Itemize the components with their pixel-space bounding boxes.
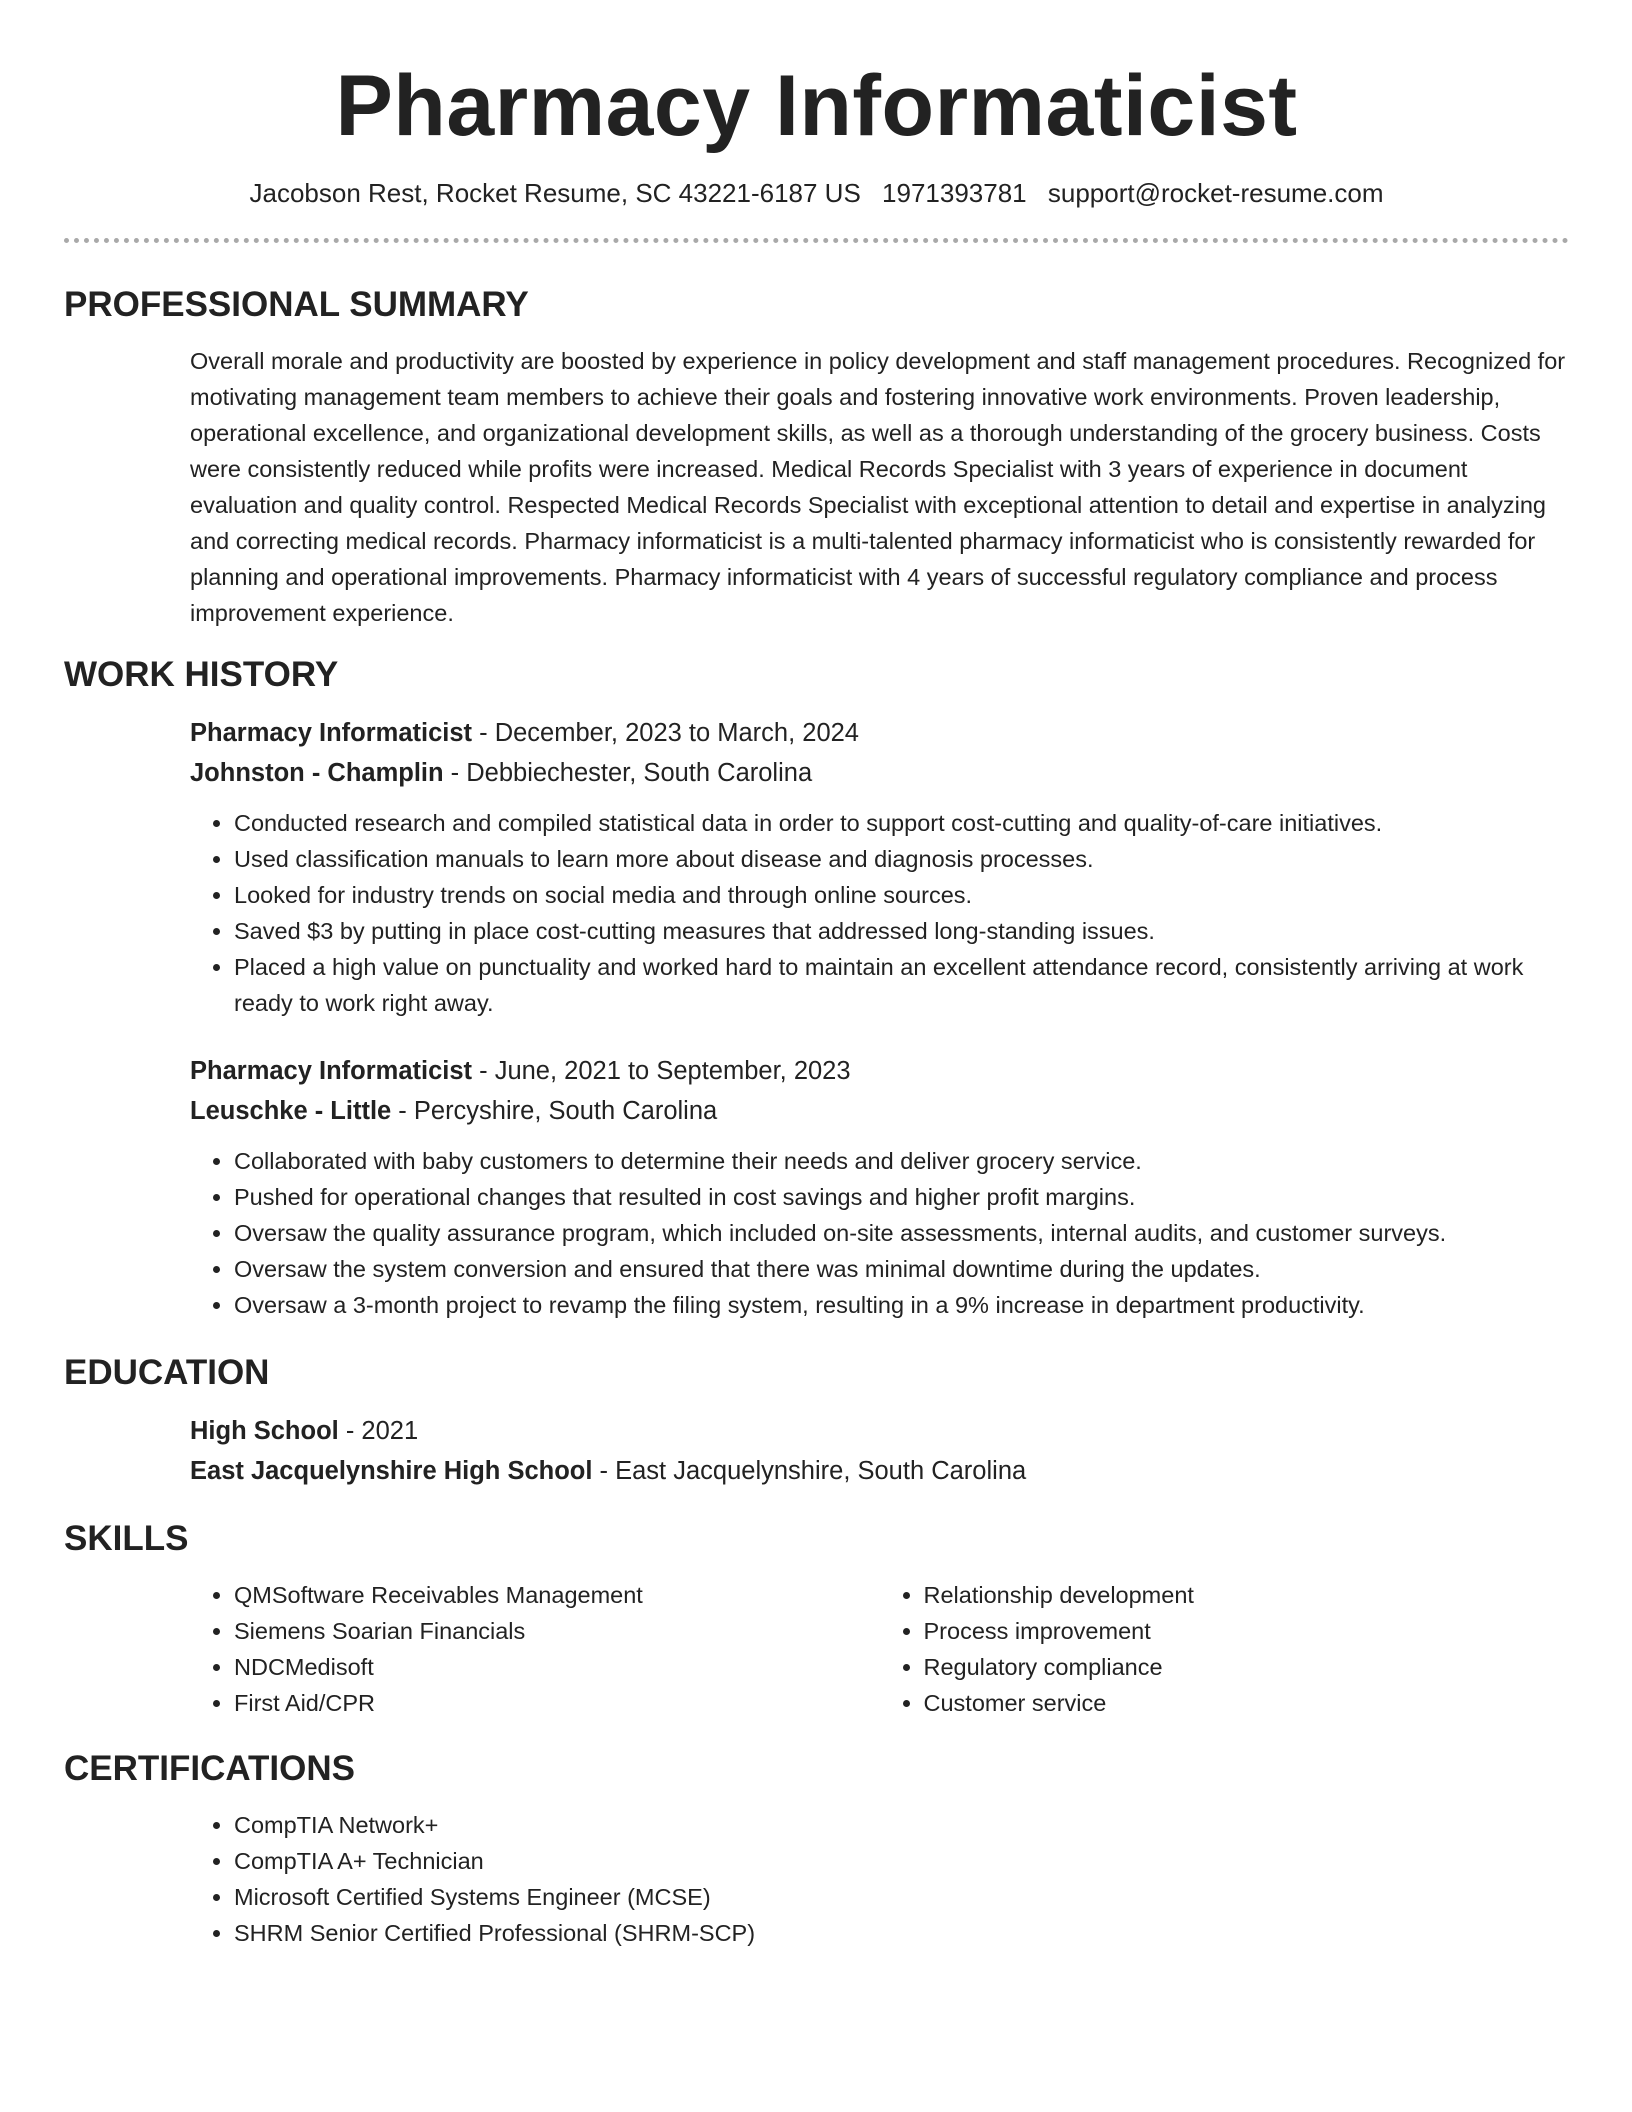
skills-column-left: [190, 1577, 880, 1721]
work-history-section: [190, 713, 1569, 1323]
job-dates: - December, 2023 to March, 2024: [472, 719, 859, 747]
job-location: - Debbiechester, South Carolina: [443, 759, 813, 787]
contact-line: [64, 176, 1569, 210]
job-bullet: • Looked for industry trends on social media and through online sources.: [234, 877, 1569, 913]
certification-item: • CompTIA A+ Technician: [234, 1843, 1569, 1879]
skill-item: • Siemens Soarian Financials: [234, 1613, 880, 1649]
education-location: - East Jacquelynshire, South Carolina: [592, 1457, 1027, 1485]
certification-item: • SHRM Senior Certified Professional (SHRM-SCP): [234, 1915, 1569, 1951]
skills-section: [190, 1577, 1569, 1721]
skill-item: • Customer service: [924, 1685, 1570, 1721]
certifications-list: [190, 1807, 1569, 1951]
job-dates: - June, 2021 to September, 2023: [472, 1057, 851, 1085]
education-degree-line: [190, 1411, 1569, 1451]
education-year: - 2021: [338, 1417, 419, 1445]
education-section: [190, 1411, 1569, 1491]
job-bullet: • Saved $3 by putting in place cost-cutting measures that addressed long-standing issues.: [234, 913, 1569, 949]
job-company-line: [190, 1091, 1569, 1131]
skill-item: • Regulatory compliance: [924, 1649, 1570, 1685]
education-school-line: [190, 1451, 1569, 1491]
skills-column-right: [880, 1577, 1570, 1721]
contact-address: Jacobson Rest, Rocket Resume, SC 43221-6187 US: [249, 178, 861, 208]
resume-page: [64, 0, 1569, 1951]
job-bullet: • Collaborated with baby customers to determine their needs and deliver grocery service.: [234, 1143, 1569, 1179]
certification-item: • CompTIA Network+: [234, 1807, 1569, 1843]
skills-heading: SKILLS: [64, 1519, 189, 1558]
skill-item: • Process improvement: [924, 1613, 1570, 1649]
skills-grid: [190, 1577, 1569, 1721]
skill-item: • NDCMedisoft: [234, 1649, 880, 1685]
job-entry: [190, 1051, 1569, 1323]
education-heading: EDUCATION: [64, 1353, 270, 1392]
job-bullets: [190, 1143, 1569, 1323]
job-role: Pharmacy Informaticist: [190, 719, 473, 747]
skill-item: • First Aid/CPR: [234, 1685, 880, 1721]
header-divider: [64, 238, 1569, 243]
job-bullet: • Oversaw a 3-month project to revamp the filing system, resulting in a 9% increase in department productivity.: [234, 1287, 1569, 1323]
contact-phone: 1971393781: [882, 178, 1027, 208]
job-bullet: • Oversaw the system conversion and ensured that there was minimal downtime during the updates.: [234, 1251, 1569, 1287]
job-bullet: • Conducted research and compiled statistical data in order to support cost-cutting and quality-of-care initiatives.: [234, 805, 1569, 841]
job-entry: [190, 713, 1569, 1021]
job-bullet: • Placed a high value on punctuality and worked hard to maintain an excellent attendance record, consistently arriving at work ready to work right away.: [234, 949, 1569, 1021]
job-company-line: [190, 753, 1569, 793]
skill-item: • Relationship development: [924, 1577, 1570, 1613]
job-bullet: • Oversaw the quality assurance program, which included on-site assessments, internal audits, and customer surveys.: [234, 1215, 1569, 1251]
job-location: - Percyshire, South Carolina: [391, 1097, 718, 1125]
job-title-line: [190, 713, 1569, 753]
work-history-heading: WORK HISTORY: [64, 655, 339, 694]
job-bullets: [190, 805, 1569, 1021]
education-degree: High School: [190, 1417, 339, 1445]
summary-section: [190, 343, 1569, 631]
skill-item: • QMSoftware Receivables Management: [234, 1577, 880, 1613]
job-company: Johnston - Champlin: [190, 759, 444, 787]
job-role: Pharmacy Informaticist: [190, 1057, 473, 1085]
job-company: Leuschke - Little: [190, 1097, 392, 1125]
education-school: East Jacquelynshire High School: [190, 1457, 593, 1485]
job-bullet: • Used classification manuals to learn more about disease and diagnosis processes.: [234, 841, 1569, 877]
summary-text: Overall morale and productivity are boosted by experience in policy development and staff management procedures. Recognized for motivating management team members to achieve their goals and fostering innovative work environments. Proven leadership, operational excellence, and organizational development skills, as well as a thorough understanding of the grocery business. Costs were consistently reduced while profits were increased. Medical Records Specialist with 3 years of experience in document evaluation and quality control. Respected Medical Records Specialist with exceptional attention to detail and expertise in analyzing and correcting medical records. Pharmacy informaticist is a multi-talented pharmacy informaticist who is consistently rewarded for planning and operational improvements. Pharmacy informaticist with 4 years of successful regulatory compliance and process improvement experience.: [190, 348, 1566, 626]
job-bullet: • Pushed for operational changes that resulted in cost savings and higher profit margins.: [234, 1179, 1569, 1215]
job-title-line: [190, 1051, 1569, 1091]
contact-email: support@rocket-resume.com: [1047, 178, 1384, 208]
summary-heading: PROFESSIONAL SUMMARY: [64, 285, 529, 324]
certification-item: • Microsoft Certified Systems Engineer (MCSE): [234, 1879, 1569, 1915]
certifications-heading: CERTIFICATIONS: [64, 1749, 356, 1788]
candidate-name: Pharmacy Informaticist: [335, 58, 1298, 154]
certifications-section: [190, 1807, 1569, 1951]
